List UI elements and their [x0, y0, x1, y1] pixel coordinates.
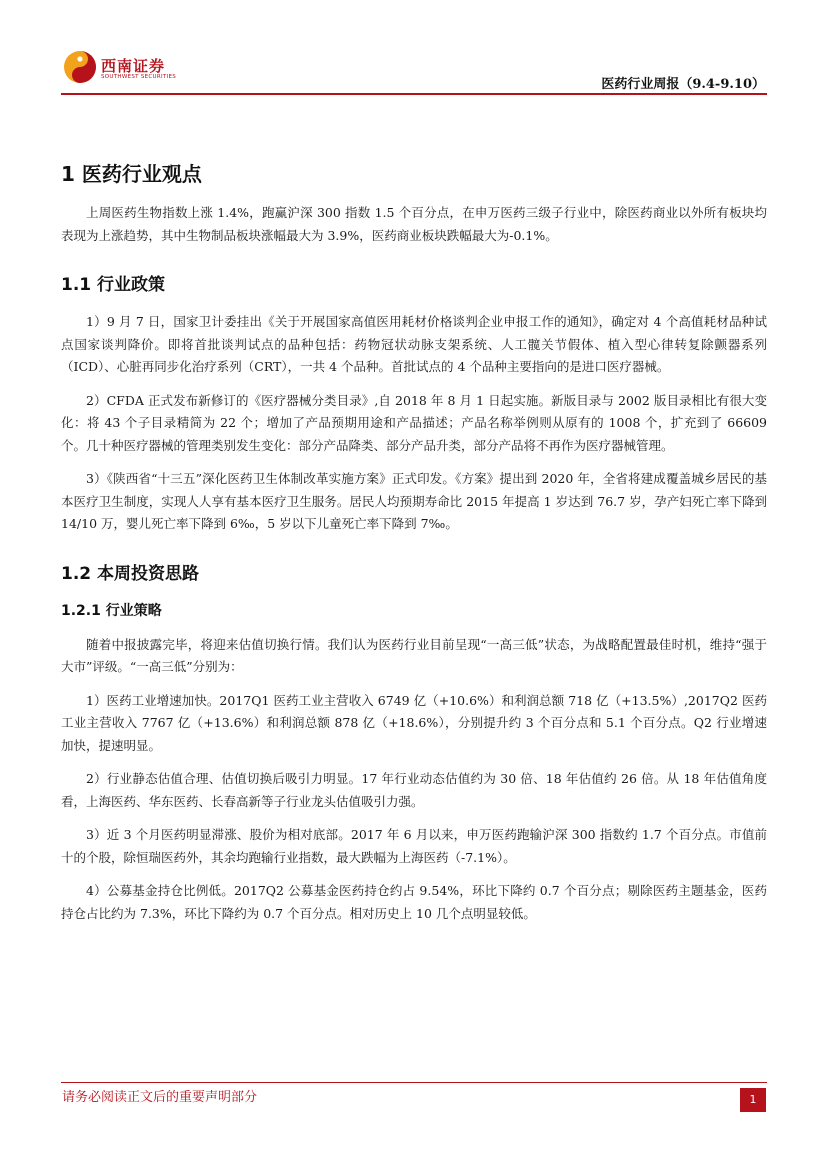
- company-logo: [63, 50, 177, 86]
- page-number-badge: 1: [740, 1088, 766, 1112]
- section-1-2-heading: 1.2 本周投资思路: [61, 563, 200, 584]
- policy-paragraph-2: 2）CFDA 正式发布新修订的《医疗器械分类目录》,自 2018 年 8 月 1 日起实施。新版目录与 2002 版目录相比有很大变化：将 43 个子目录精简为 22 个；增加了产品预期用途和产品描述；产品名称举例则从原有的 1008 个，扩充到了 66609 个。几十种医疗器械的管理类别发生变化：部分产品降类、部分产品升类，部分产品将不再作为医疗器械管理。: [61, 392, 767, 453]
- report-title: 医药行业周报（9.4-9.10）: [601, 77, 765, 92]
- policy-paragraph-3: 3）《陕西省“十三五”深化医药卫生体制改革实施方案》正式印发。《方案》提出到 2020 年，全省将建成覆盖城乡居民的基本医疗卫生制度，实现人人享有基本医疗卫生服务。居民人均预期寿命比 2015 年提高 1 岁达到 76.7 岁，孕产妇死亡率下降到 14/10 万，婴儿死亡率下降到 6‰，5 岁以下儿童死亡率下降到 7‰。: [61, 471, 767, 531]
- section-1-2-1-heading: 1.2.1 行业策略: [61, 602, 162, 619]
- footer-disclaimer: 请务必阅读正文后的重要声明部分: [62, 1090, 258, 1105]
- strategy-paragraph-2: 2）行业静态估值合理、估值切换后吸引力明显。17 年行业动态估值约为 30 倍、18 年估值约 26 倍。从 18 年估值角度看，上海医药、华东医药、长春高新等子行业龙头估值吸引力强。: [61, 771, 767, 809]
- footer-divider: [61, 1082, 767, 1083]
- strategy-paragraph-intro: 随着中报披露完毕，将迎来估值切换行情。我们认为医药行业目前呈现“一高三低”状态，为战略配置最佳时机，维持“强于大市”评级。“一高三低”分别为：: [61, 636, 767, 674]
- logo-mark-icon: [63, 50, 97, 84]
- section-1-heading: 1 医药行业观点: [61, 162, 202, 186]
- logo-chinese-name: 西南证券: [101, 57, 166, 75]
- report-body: [61, 150, 767, 936]
- strategy-paragraph-4: 4）公募基金持仓比例低。2017Q2 公募基金医药持仓约占 9.54%，环比下降约 0.7 个百分点；剔除医药主题基金，医药持仓占比约为 7.3%，环比下降约为 0.7 个百分点。相对历史上 10 几个点明显较低。: [61, 883, 767, 921]
- section-1-paragraph: 上周医药生物指数上涨 1.4%，跑赢沪深 300 指数 1.5 个百分点，在申万医药三级子行业中，除医药商业以外所有板块均表现为上涨趋势，其中生物制品板块涨幅最大为 3.9%，医药商业板块跌幅最大为-0.1%。: [61, 205, 767, 243]
- logo-english-name: SOUTHWEST SECURITIES: [101, 74, 177, 80]
- strategy-paragraph-1: 1）医药工业增速加快。2017Q1 医药工业主营收入 6749 亿（+10.6%）和利润总额 718 亿（+13.5%）,2017Q2 医药工业主营收入 7767 亿（+13.6%）和利润总额 878 亿（+18.6%），分别提升约 3 个百分点和 5.1 个百分点。Q2 行业增速加快，提速明显。: [61, 692, 767, 753]
- page-header: [0, 0, 827, 100]
- header-divider: [61, 93, 767, 95]
- policy-paragraph-1: 1）9 月 7 日，国家卫计委挂出《关于开展国家高值医用耗材价格谈判企业申报工作的通知》，确定对 4 个高值耗材品种试点国家谈判降价。即将首批谈判试点的品种包括：药物冠状动脉支架系统、人工髋关节假体、植入型心律转复除颤器系列（ICD）、心脏再同步化治疗系列（CRT），一共 4 个品种。首批试点的 4 个品种主要指向的是进口医疗器械。: [61, 314, 767, 374]
- section-1-1-heading: 1.1 行业政策: [61, 275, 166, 295]
- strategy-paragraph-3: 3）近 3 个月医药明显滞涨、股价为相对底部。2017 年 6 月以来，申万医药跑输沪深 300 指数约 1.7 个百分点。市值前十的个股，除恒瑞医药外，其余均跑输行业指数，最大跌幅为上海医药（-7.1%）。: [61, 827, 767, 865]
